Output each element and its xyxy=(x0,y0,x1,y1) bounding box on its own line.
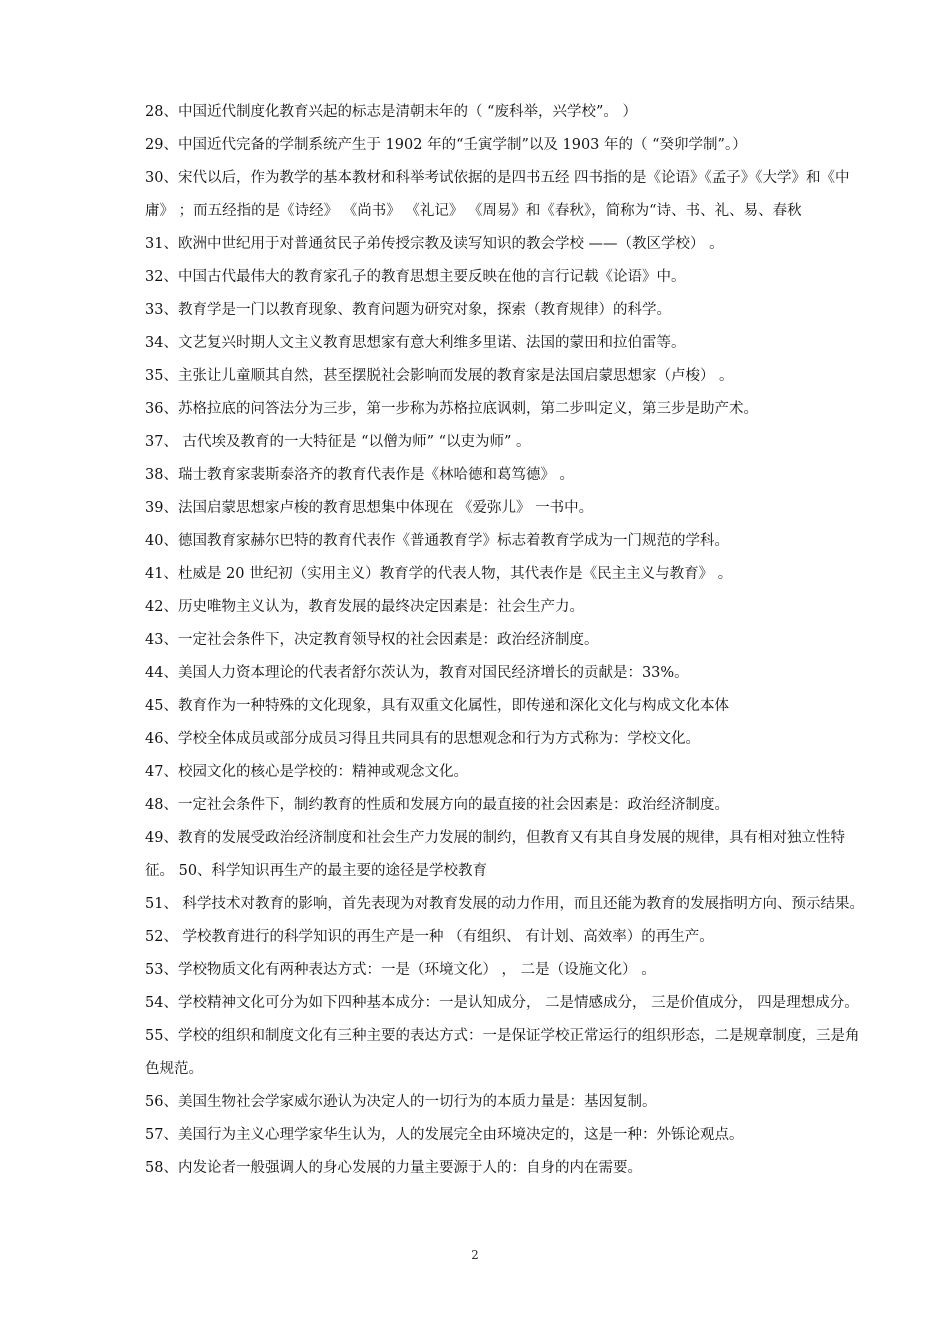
list-item: 33、教育学是一门以教育现象、教育问题为研究对象，探索（教育规律）的科学。 xyxy=(145,302,671,318)
list-item: 35、主张让儿童顺其自然，甚至摆脱社会影响而发展的教育家是法国启蒙思想家（卢梭） 。 xyxy=(145,368,734,384)
list-item: 36、苏格拉底的问答法分为三步，第一步称为苏格拉底讽刺，第二步叫定义，第三步是助产术。 xyxy=(145,401,758,417)
list-item: 41、杜威是 20 世纪初（实用主义）教育学的代表人物，其代表作是《民主主义与教育》 。 xyxy=(145,566,733,582)
list-item: 53、学校物质文化有两种表达方式：一是（环境文化） ， 二是（设施文化） 。 xyxy=(145,962,656,978)
list-item: 54、学校精神文化可分为如下四种基本成分：一是认知成分， 二是情感成分， 三是价值成分， 四是理想成分。 xyxy=(145,995,859,1011)
list-item: 47、校园文化的核心是学校的：精神或观念文化。 xyxy=(145,764,468,780)
list-item: 31、欧洲中世纪用于对普通贫民子弟传授宗教及读写知识的教会学校 ——（教区学校） 。 xyxy=(145,236,724,252)
list-item: 58、内发论者一般强调人的身心发展的力量主要源于人的：自身的内在需要。 xyxy=(145,1160,642,1176)
page-number: 2 xyxy=(471,1248,479,1262)
list-item: 29、中国近代完备的学制系统产生于 1902 年的“壬寅学制”以及 1903 年的（ “癸卯学制”。） xyxy=(145,137,747,153)
list-item: 34、文艺复兴时期人文主义教育思想家有意大利维多里诺、法国的蒙田和拉伯雷等。 xyxy=(145,335,686,351)
list-item: 44、美国人力资本理论的代表者舒尔茨认为，教育对国民经济增长的贡献是：33%。 xyxy=(145,665,689,681)
list-item: 52、 学校教育进行的科学知识的再生产是一种 （有组织、 有计划、高效率）的再生产。 xyxy=(145,929,714,945)
list-item: 39、法国启蒙思想家卢梭的教育思想集中体现在 《爱弥儿》 一书中。 xyxy=(145,500,594,516)
list-item: 43、一定社会条件下，决定教育领导权的社会因素是：政治经济制度。 xyxy=(145,632,599,648)
question-list xyxy=(145,96,865,1185)
list-item: 37、 古代埃及教育的一大特征是 “以僧为师” “以吏为师” 。 xyxy=(145,434,531,450)
list-item: 51、 科学技术对教育的影响，首先表现为对教育发展的动力作用，而且还能为教育的发展指明方向、预示结果。 xyxy=(145,896,865,912)
list-item: 55、学校的组织和制度文化有三种主要的表达方式：一是保证学校正常运行的组织形态，二是规章制度，三是角色规范。 xyxy=(145,1028,860,1077)
list-item: 49、教育的发展受政治经济制度和社会生产力发展的制约，但教育又有其自身发展的规律，具有相对独立性特征。 50、科学知识再生产的最主要的途径是学校教育 xyxy=(145,830,845,879)
list-item: 56、美国生物社会学家威尔逊认为决定人的一切行为的本质力量是：基因复制。 xyxy=(145,1094,657,1110)
list-item: 45、教育作为一种特殊的文化现象，具有双重文化属性，即传递和深化文化与构成文化本体 xyxy=(145,698,729,714)
list-item: 48、一定社会条件下，制约教育的性质和发展方向的最直接的社会因素是：政治经济制度。 xyxy=(145,797,729,813)
list-item: 30、宋代以后，作为教学的基本教材和科举考试依据的是四书五经 四书指的是《论语》《孟子》《大学》和《中 庸》 ；而五经指的是《诗经》 《尚书》 《礼记》 《周易》和《春秋》，简称为“诗、书、礼、易、春秋 xyxy=(145,170,850,219)
list-item: 38、瑞士教育家裴斯泰洛齐的教育代表作是《林哈德和葛笃德》 。 xyxy=(145,467,575,483)
list-item: 40、德国教育家赫尔巴特的教育代表作《普通教育学》标志着教育学成为一门规范的学科。 xyxy=(145,533,729,549)
list-item: 28、中国近代制度化教育兴起的标志是清朝末年的（ “废科举，兴学校”。 ） xyxy=(145,104,637,120)
list-item: 42、历史唯物主义认为，教育发展的最终决定因素是：社会生产力。 xyxy=(145,599,584,615)
list-item: 32、中国古代最伟大的教育家孔子的教育思想主要反映在他的言行记载《论语》中。 xyxy=(145,269,686,285)
list-item: 46、学校全体成员或部分成员习得且共同具有的思想观念和行为方式称为：学校文化。 xyxy=(145,731,700,747)
list-item: 57、美国行为主义心理学家华生认为，人的发展完全由环境决定的，这是一种：外铄论观点。 xyxy=(145,1127,744,1143)
